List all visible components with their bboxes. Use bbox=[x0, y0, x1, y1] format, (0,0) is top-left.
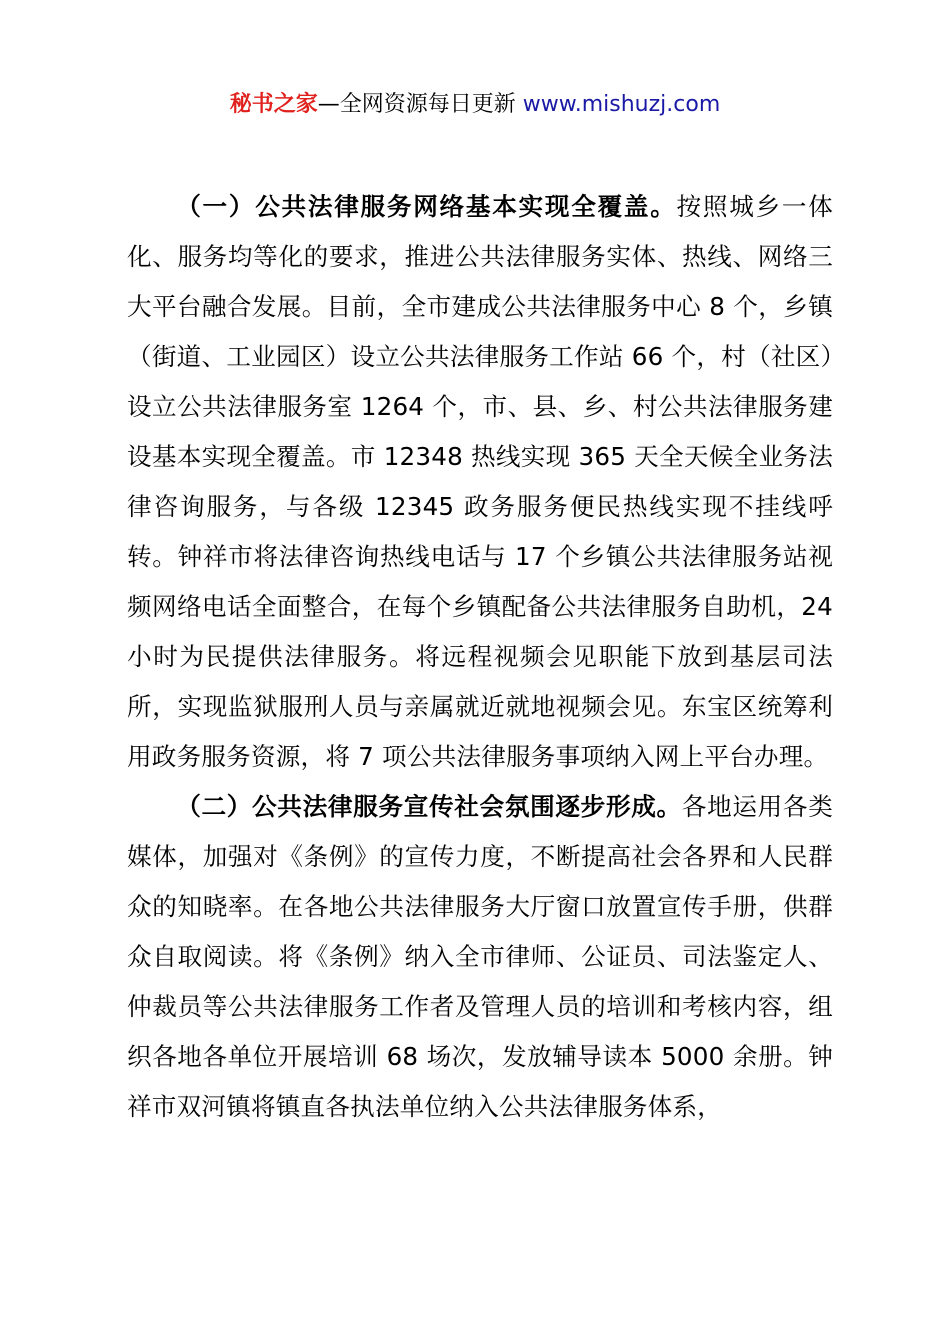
paragraph-network-coverage bbox=[127, 182, 833, 782]
paragraph-heading: （一）公共法律服务网络基本实现全覆盖。 bbox=[176, 192, 677, 221]
site-slogan: —全网资源每日更新 bbox=[317, 92, 523, 117]
paragraph-publicity-atmosphere bbox=[127, 782, 833, 1132]
site-url-link[interactable]: www.mishuzj.com bbox=[522, 92, 721, 117]
brand-name: 秘书之家 bbox=[229, 92, 318, 117]
document-body bbox=[127, 182, 833, 1132]
paragraph-text: 各地运用各类媒体，加强对《条例》的宣传力度，不断提高社会各界和人民群众的知晓率。在各地公共法律服务大厅窗口放置宣传手册，供群众自取阅读。将《条例》纳入全市律师、公证员、司法鉴定人、仲裁员等公共法律服务工作者及管理人员的培训和考核内容，组织各地各单位开展培训 68 场次，发放辅导读本 5000 余册。钟祥市双河镇将镇直各执法单位纳入公共法律服务体系， bbox=[127, 792, 833, 1121]
site-header bbox=[0, 88, 950, 122]
paragraph-text: 按照城乡一体化、服务均等化的要求，推进公共法律服务实体、热线、网络三大平台融合发展。目前，全市建成公共法律服务中心 8 个，乡镇（街道、工业园区）设立公共法律服务工作站 66 个，村（社区）设立公共法律服务室 1264 个，市、县、乡、村公共法律服务建设基本实现全覆盖。市 12348 热线实现 365 天全天候全业务法律咨询服务，与各级 12345 政务服务便民热线实现不挂线呼转。钟祥市将法律咨询热线电话与 17 个乡镇公共法律服务站视频网络电话全面整合，在每个乡镇配备公共法律服务自助机，24 小时为民提供法律服务。将远程视频会见职能下放到基层司法所，实现监狱服刑人员与亲属就近就地视频会见。东宝区统筹利用政务服务资源，将 7 项公共法律服务事项纳入网上平台办理。 bbox=[127, 192, 833, 771]
paragraph-heading: （二）公共法律服务宣传社会氛围逐步形成。 bbox=[176, 792, 682, 821]
